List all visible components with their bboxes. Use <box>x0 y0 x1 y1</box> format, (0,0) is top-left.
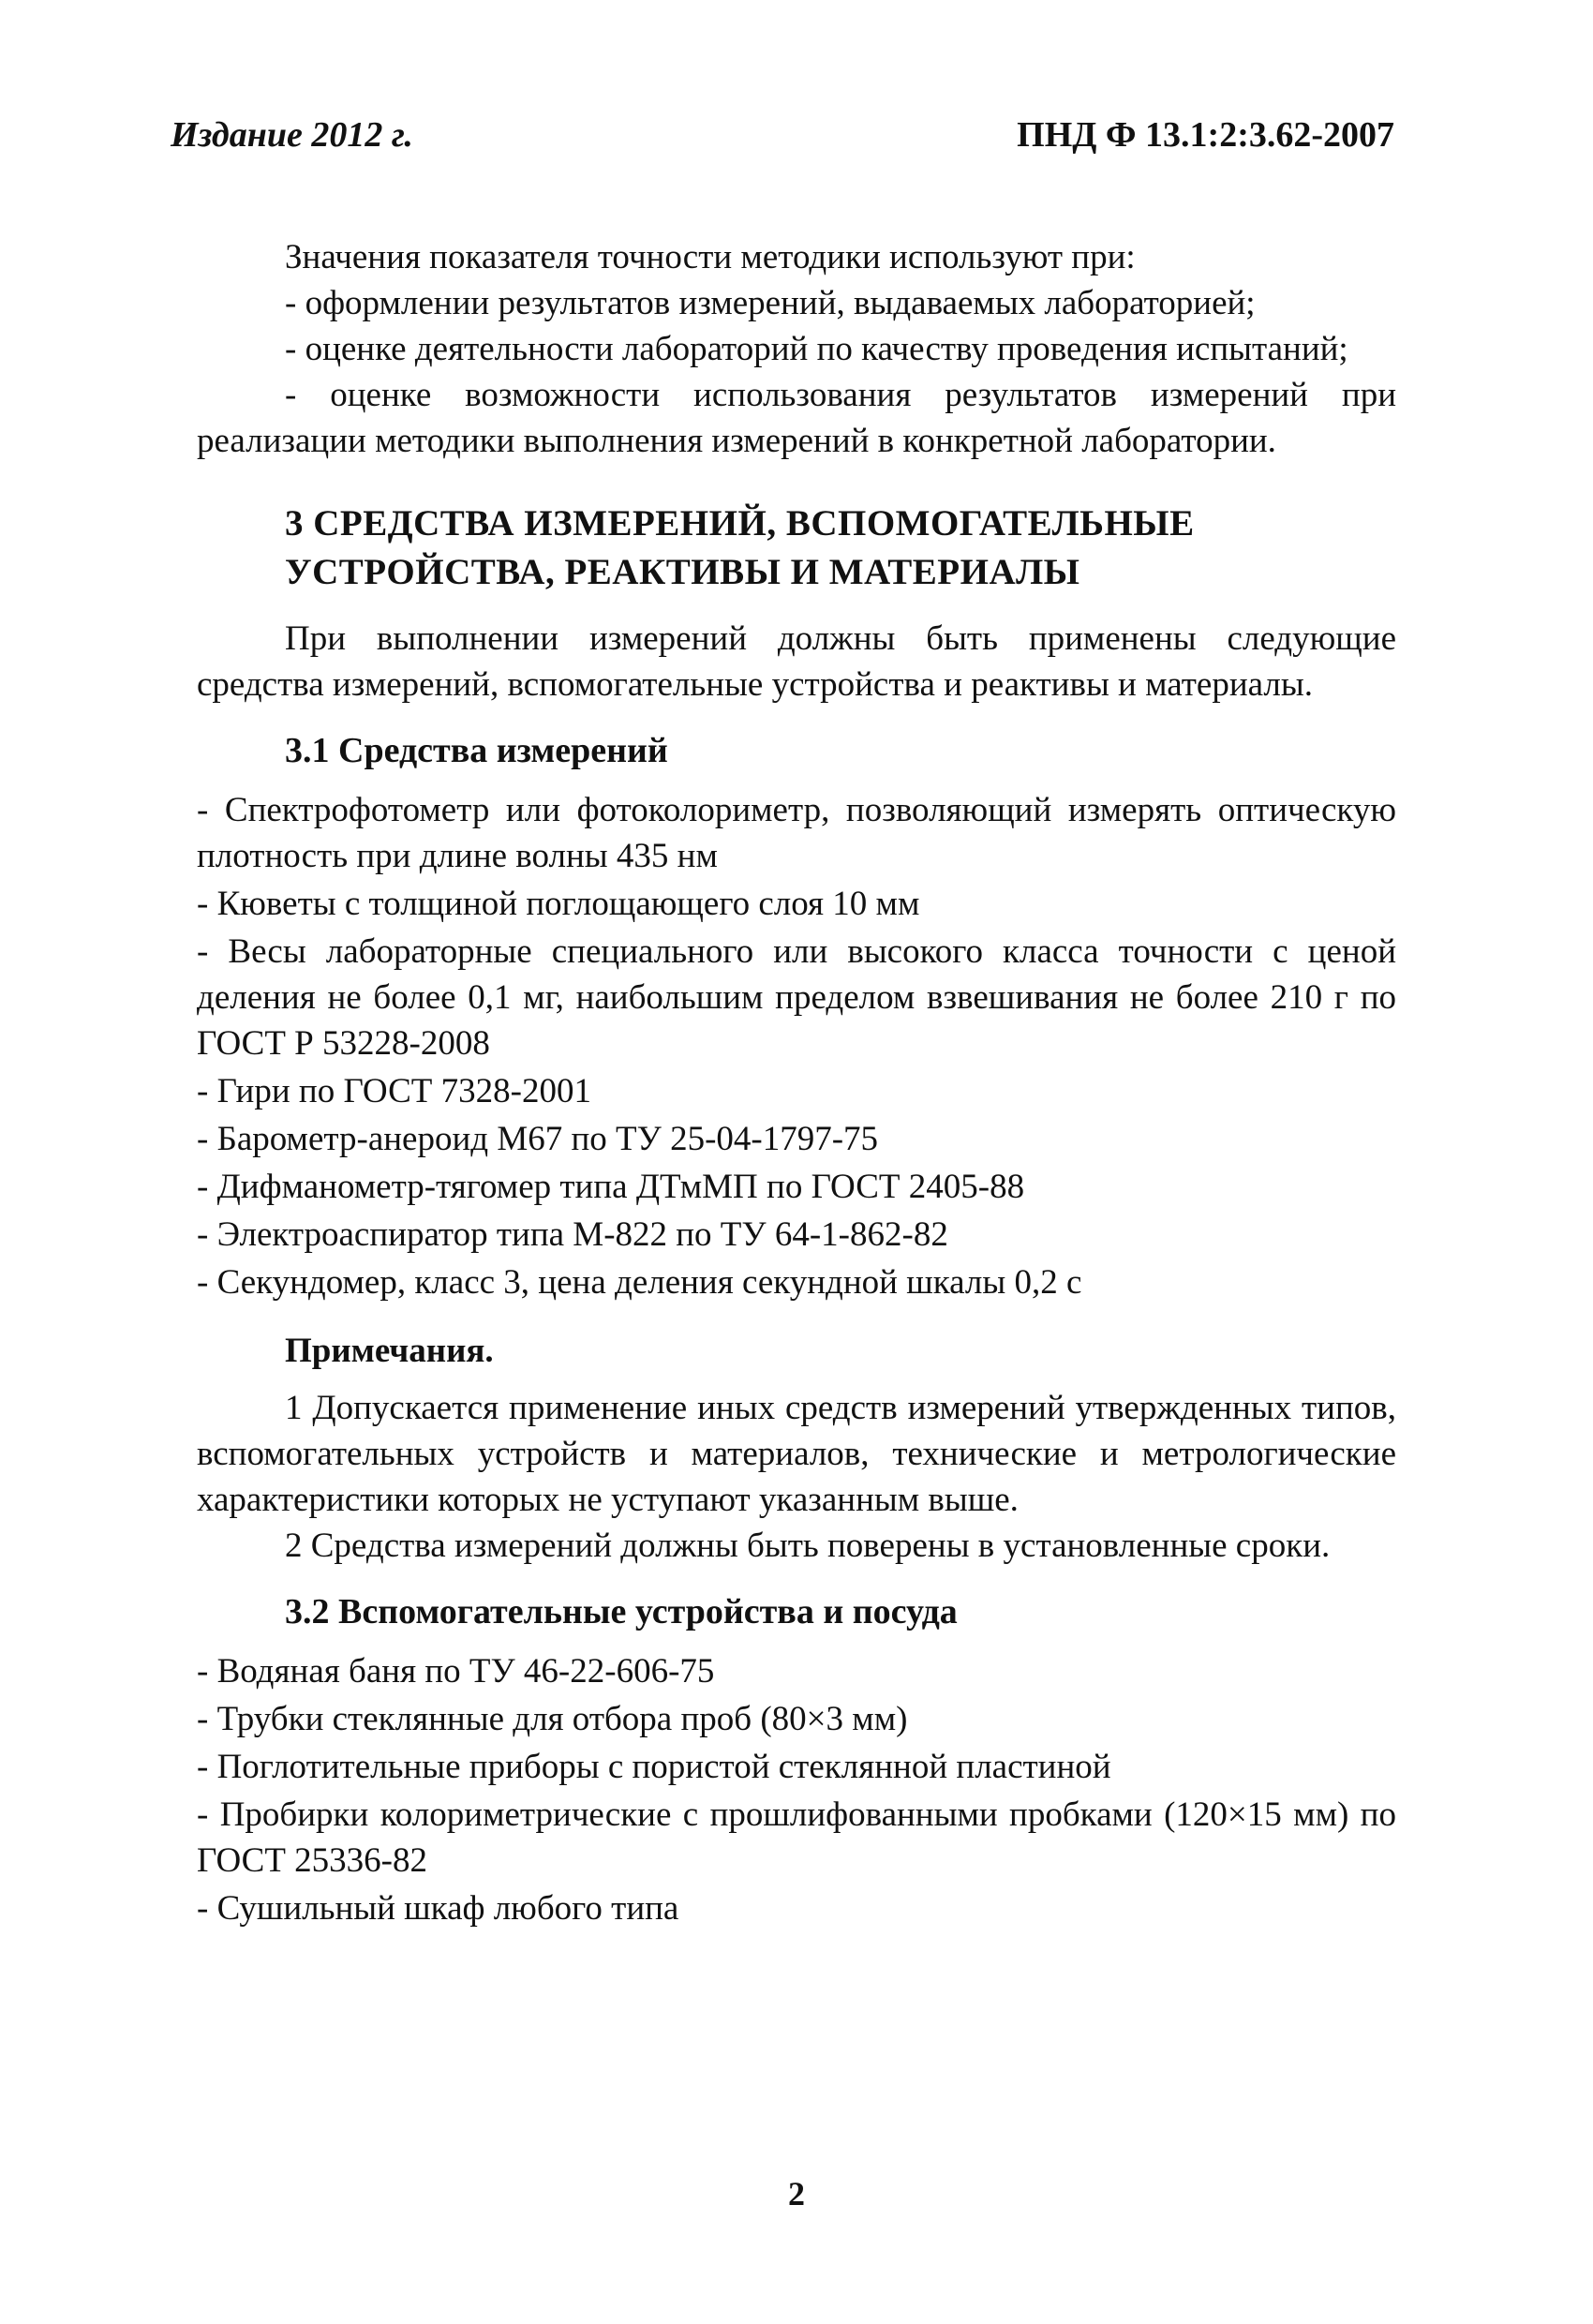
instrument-item: - Барометр-анероид М67 по ТУ 25-04-1797-75 <box>197 1120 879 1158</box>
equipment-item: - Поглотительные приборы с пористой стеклянной пластиной <box>197 1748 1111 1786</box>
notes-heading: Примечания. <box>285 1332 494 1370</box>
instrument-item: - Гири по ГОСТ 7328-2001 <box>197 1072 591 1110</box>
instrument-item: - Весы лабораторные специального или высокого класса точности с ценой деления не более 0,1 мг, наибольшим пределом взвешивания не более 210 г по ГОСТ Р 53228-2008 <box>197 932 1396 1063</box>
intro-item: - оформлении результатов измерений, выдаваемых лабораторией; <box>285 284 1256 322</box>
equipment-item: - Пробирки колориметрические с прошлифованными пробками (120×15 мм) по ГОСТ 25336-82 <box>197 1795 1396 1880</box>
document-body <box>197 234 1396 1931</box>
intro-item: - оценке деятельности лабораторий по качеству проведения испытаний; <box>285 330 1348 368</box>
section-3-intro: При выполнении измерений должны быть применены следующие средства измерений, вспомогательные устройства и реактивы и материалы. <box>197 619 1396 704</box>
equipment-item: - Водяная баня по ТУ 46-22-606-75 <box>197 1652 715 1691</box>
section-3-heading <box>197 499 1396 597</box>
section-3-title-line2: УСТРОЙСТВА, РЕАКТИВЫ И МАТЕРИАЛЫ <box>285 552 1080 592</box>
intro-lead: Значения показателя точности методики используют при: <box>285 238 1136 276</box>
note-item: 2 Средства измерений должны быть поверены в установленные сроки. <box>285 1527 1331 1565</box>
instrument-item: - Кюветы с толщиной поглощающего слоя 10 мм <box>197 885 920 923</box>
instrument-item: - Дифманометр-тягомер типа ДТмМП по ГОСТ 2405-88 <box>197 1168 1025 1206</box>
section-3-title-line1: 3 СРЕДСТВА ИЗМЕРЕНИЙ, ВСПОМОГАТЕЛЬНЫЕ <box>285 503 1195 544</box>
instrument-item: - Спектрофотометр или фотоколориметр, позволяющий измерять оптическую плотность при длине волны 435 нм <box>197 791 1396 875</box>
note-item: 1 Допускается применение иных средств измерений утвержденных типов, вспомогательных устройств и материалов, технические и метрологические характеристики которых не уступают указанным выше. <box>197 1389 1396 1519</box>
equipment-item: - Трубки стеклянные для отбора проб (80×3 мм) <box>197 1700 908 1738</box>
document-code: ПНД Ф 13.1:2:3.62-2007 <box>1017 115 1394 155</box>
equipment-item: - Сушильный шкаф любого типа <box>197 1889 679 1928</box>
page-number: 2 <box>788 2175 805 2212</box>
instrument-item: - Электроаспиратор типа М-822 по ТУ 64-1-862-82 <box>197 1215 948 1254</box>
section-3-1-heading: 3.1 Средства измерений <box>285 731 668 770</box>
edition-label: Издание 2012 г. <box>171 115 413 155</box>
intro-item: - оценке возможности использования результатов измерений при реализации методики выполнения измерений в конкретной лаборатории. <box>197 376 1396 460</box>
instrument-item: - Секундомер, класс 3, цена деления секундной шкалы 0,2 с <box>197 1263 1082 1302</box>
section-3-2-heading: 3.2 Вспомогательные устройства и посуда <box>285 1592 958 1631</box>
